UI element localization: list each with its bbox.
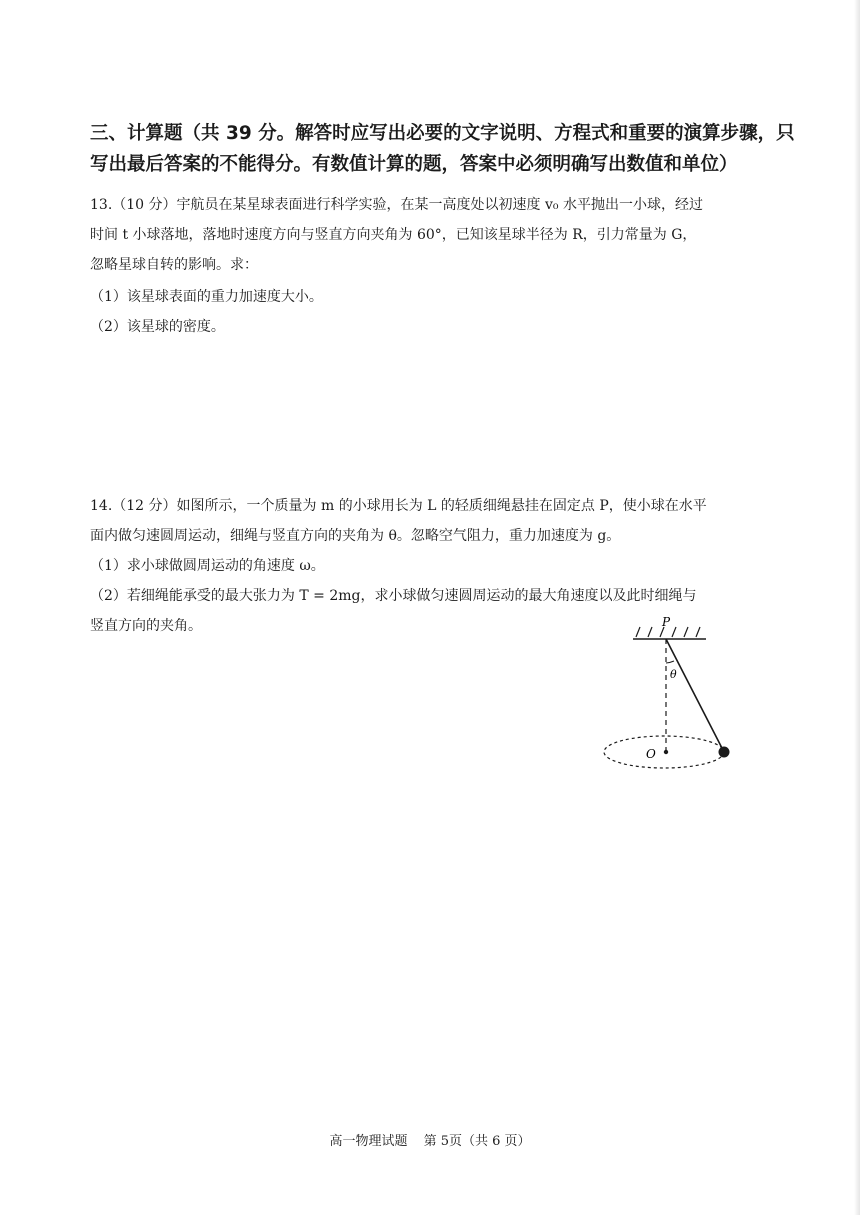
label-theta: θ: [670, 668, 677, 681]
footer-page-number: 第 5页（共 6 页）: [423, 1134, 531, 1149]
ball: [719, 747, 730, 758]
conical-pendulum-diagram: [600, 615, 770, 785]
q13-part-1: （1）该星球表面的重力加速度大小。: [90, 289, 323, 305]
q14-line-1: 14.（12 分）如图所示，一个质量为 m 的小球用长为 L 的轻质细绳悬挂在固定点 P，使小球在水平: [90, 498, 707, 514]
section-header-line-1: 三、计算题（共 39 分。解答时应写出必要的文字说明、方程式和重要的演算步骤，只: [90, 123, 795, 144]
section-header-line-2: 写出最后答案的不能得分。有数值计算的题，答案中必须明确写出数值和单位）: [90, 154, 738, 175]
label-p: P: [662, 615, 671, 629]
q14-part-2-line-2: 竖直方向的夹角。: [90, 618, 202, 634]
q13-line-1: 13.（10 分）宇航员在某星球表面进行科学实验，在某一高度处以初速度 v₀ 水平抛出一小球，经过: [90, 197, 703, 213]
string-line: [666, 639, 724, 752]
q13-line-2: 时间 t 小球落地，落地时速度方向与竖直方向夹角为 60°，已知该星球半径为 R，引力常量为 G，: [90, 227, 697, 243]
label-o: O: [646, 747, 656, 761]
q14-line-2: 面内做匀速圆周运动，细绳与竖直方向的夹角为 θ。忽略空气阻力，重力加速度为 g。: [90, 528, 621, 544]
theta-arc: [666, 661, 674, 663]
section-header: [90, 118, 795, 180]
footer-subject: 高一物理试题: [329, 1134, 408, 1149]
q13-line-3: 忽略星球自转的影响。求：: [90, 257, 258, 273]
center-point: [664, 750, 668, 754]
q14-part-2-line-1: （2）若细绳能承受的最大张力为 T = 2mg，求小球做匀速圆周运动的最大角速度以及此时细绳与: [90, 588, 697, 604]
question-13: [90, 190, 780, 342]
q14-part-1: （1）求小球做圆周运动的角速度 ω。: [90, 558, 325, 574]
page-edge-shadow: [854, 0, 860, 1215]
page-footer: [0, 1130, 860, 1149]
q13-part-2: （2）该星球的密度。: [90, 319, 225, 335]
